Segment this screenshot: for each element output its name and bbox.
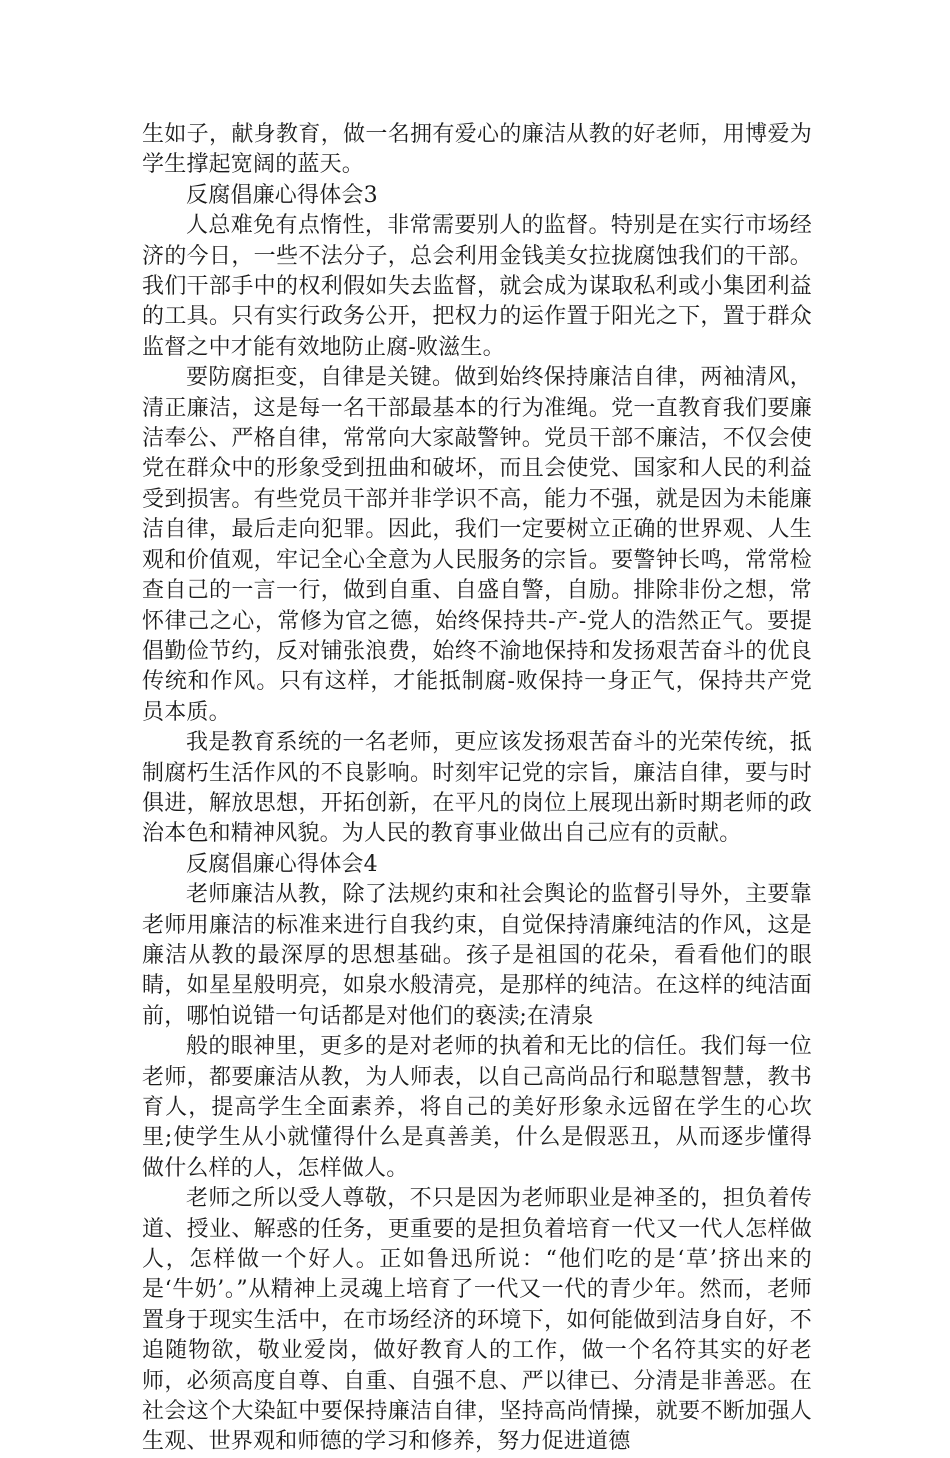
paragraph-trust: 般的眼神里，更多的是对老师的执着和无比的信任。我们每一位老师，都要廉洁从教，为人师表，以自己高尚品行和聪慧智慧，教书育人，提高学生全面素养，将自己的美好形象永远留在学生的心坎里;使学生从小就懂得什么是真善美，什么是假恶丑，从而逐步懂得做什么样的人，怎样做人。 (142, 1034, 812, 1181)
section-heading-4: 反腐倡廉心得体会4 (186, 851, 378, 877)
paragraph-intro-continuation: 生如子，献身教育，做一名拥有爱心的廉洁从教的好老师，用博爱为学生撑起宽阔的蓝天。 (142, 122, 812, 178)
section-heading-3: 反腐倡廉心得体会3 (186, 182, 378, 208)
paragraph-respect: 老师之所以受人尊敬，不只是因为老师职业是神圣的，担负着传道、授业、解惑的任务，更重要的是担负着培育一代又一代人怎样做人，怎样做一个好人。正如鲁迅所说：“他们吃的是‘草’挤出来的是‘牛奶’。”从精神上灵魂上培育了一代又一代的青少年。然而，老师置身于现实生活中，在市场经济的环境下，如何能做到洁身自好，不追随物欲，敬业爱岗，做好教育人的工作，做一个名符其实的好老师，必须高度自尊、自重、自强不息、严以律已、分清是非善恶。在社会这个大染缸中要保持廉洁自律，坚持高尚情操，就要不断加强人生观、世界观和师德的学习和修养，努力促进道德 (142, 1186, 812, 1455)
paragraph-self-discipline: 要防腐拒变，自律是关键。做到始终保持廉洁自律，两袖清风，清正廉洁，这是每一名干部最基本的行为准绳。党一直教育我们要廉洁奉公、严格自律，常常向大家敲警钟。党员干部不廉洁，不仅会使党在群众中的形象受到扭曲和破坏，而且会使党、国家和人民的利益受到损害。有些党员干部并非学识不高，能力不强，就是因为未能廉洁自律，最后走向犯罪。因此，我们一定要树立正确的世界观、人生观和价值观，牢记全心全意为人民服务的宗旨。要警钟长鸣，常常检查自己的一言一行，做到自重、自盛自警，自励。排除非份之想，常怀律己之心，常修为官之德，始终保持共-产-党人的浩然正气。要提倡勤俭节约，反对铺张浪费，始终不渝地保持和发扬艰苦奋斗的优良传统和作风。只有这样，才能抵制腐-败保持一身正气，保持共产党员本质。 (142, 365, 812, 725)
paragraph-clean-teaching: 老师廉洁从教，除了法规约束和社会舆论的监督引导外，主要靠老师用廉洁的标准来进行自我约束，自觉保持清廉纯洁的作风，这是廉洁从教的最深厚的思想基础。孩子是祖国的花朵，看看他们的眼睛，如星星般明亮，如泉水般清亮，是那样的纯洁。在这样的纯洁面前，哪怕说错一句话都是对他们的亵渎;在清泉 (142, 882, 812, 1029)
paragraph-teacher-duty: 我是教育系统的一名老师，更应该发扬艰苦奋斗的光荣传统，抵制腐朽生活作风的不良影响。时刻牢记党的宗旨，廉洁自律，要与时俱进，解放思想，开拓创新，在平凡的岗位上展现出新时期老师的政治本色和精神风貌。为人民的教育事业做出自己应有的贡献。 (142, 730, 812, 847)
paragraph-supervision: 人总难免有点惰性，非常需要别人的监督。特别是在实行市场经济的今日，一些不法分子，总会利用金钱美女拉拢腐蚀我们的干部。我们干部手中的权利假如失去监督，就会成为谋取私利或小集团利益的工具。只有实行政务公开，把权力的运作置于阳光之下，置于群众监督之中才能有效地防止腐-败滋生。 (142, 213, 812, 360)
document-page (142, 120, 812, 1458)
